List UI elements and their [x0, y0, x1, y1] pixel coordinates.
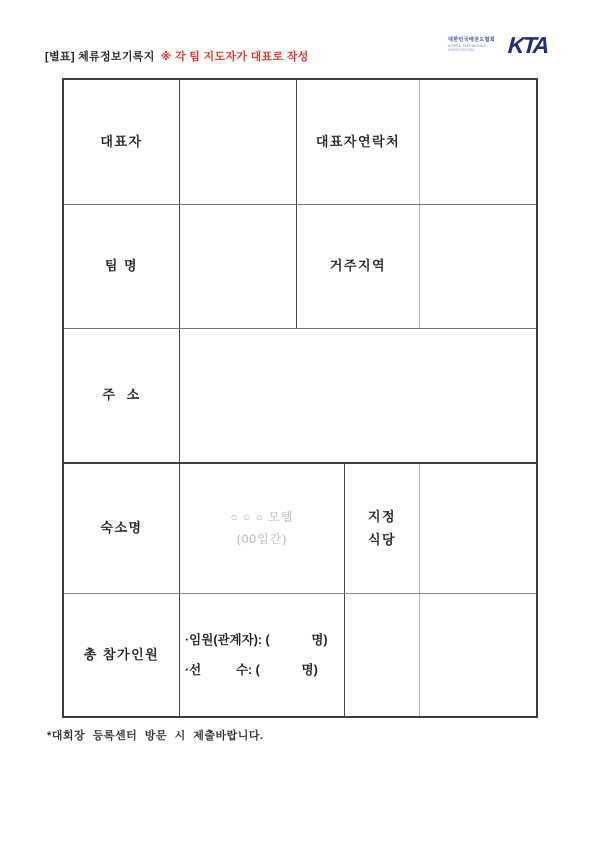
- footnote: *대회장 등록센터 방문 시 제출바랍니다.: [47, 730, 264, 742]
- address-label: 주 소: [64, 329, 180, 462]
- table-row-participants: [64, 593, 536, 716]
- participants-athletes-line: ·선 수: ( 명): [185, 663, 318, 677]
- accommodation-input-cell: [180, 464, 345, 593]
- restaurant-label-line1: 지정: [367, 509, 397, 525]
- participants-input-cell: [180, 594, 345, 716]
- title-note: ※ 각 팀 지도자가 대표로 작성: [160, 51, 309, 63]
- logo-org-text: [448, 37, 505, 53]
- table-row-representative: [64, 80, 536, 204]
- table-row-team-name: [64, 204, 536, 328]
- residence-input-cell: [420, 205, 536, 328]
- residence-label: 거주지역: [297, 205, 420, 328]
- team-name-input-cell: [180, 205, 297, 328]
- participants-label: 총 참가인원: [64, 594, 180, 716]
- restaurant-label-line2: 식당: [367, 531, 397, 547]
- representative-label: 대표자: [64, 80, 180, 204]
- participants-right-cell: [420, 594, 536, 716]
- representative-input-cell: [180, 80, 297, 204]
- accommodation-placeholder-line1: ○ ○ ○ 모텔: [230, 509, 294, 524]
- kta-logo: [448, 30, 548, 60]
- page-title: [45, 48, 309, 64]
- table-row-address: [64, 328, 536, 462]
- logo-org-english: KOREA TAEKWONDO ASSOCIATION: [448, 43, 487, 53]
- title-main: [별표] 체류정보기록지: [45, 51, 155, 63]
- stay-info-table: [62, 78, 538, 718]
- table-row-accommodation: [64, 462, 536, 593]
- restaurant-input-cell: [420, 464, 536, 593]
- team-name-label: 팀 명: [64, 205, 180, 328]
- restaurant-label: [345, 464, 420, 593]
- logo-org-korean: 대한민국태권도협회: [448, 37, 496, 44]
- representative-contact-input-cell: [420, 80, 536, 204]
- representative-contact-label: 대표자연락처: [297, 80, 420, 204]
- participants-mid-cell: [345, 594, 420, 716]
- accommodation-label: 숙소명: [64, 464, 180, 593]
- participants-officials-line: ·임원(관계자): ( 명): [185, 633, 328, 647]
- logo-acronym: KTA: [507, 31, 549, 58]
- accommodation-placeholder-line2: (00일간): [236, 531, 288, 546]
- address-input-cell: [180, 329, 536, 462]
